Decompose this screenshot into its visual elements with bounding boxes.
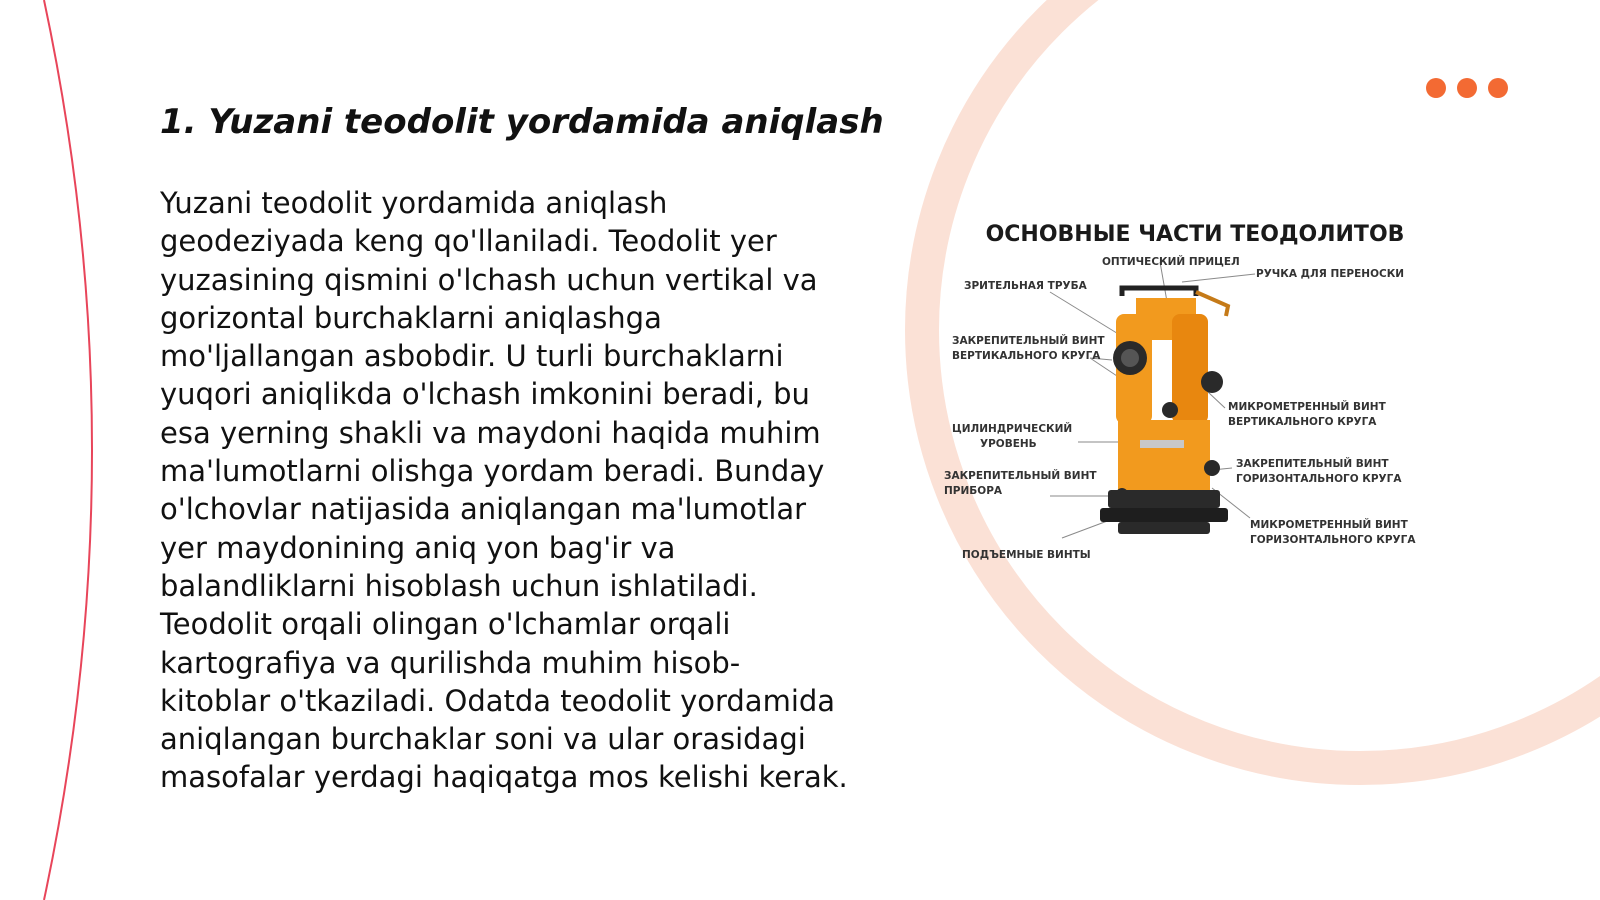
figure-title: ОСНОВНЫЕ ЧАСТИ ТЕОДОЛИТОВ (985, 222, 1405, 247)
theodolite-body (1100, 288, 1228, 534)
theodolite-figure (944, 210, 1440, 580)
label-horiz-micro-line1: МИКРОМЕТРЕННЫЙ ВИНТ (1250, 519, 1408, 531)
slide-body-text: Yuzani teodolit yordamida aniqlash geodeziyada keng qo'llaniladi. Teodolit yer yuzasining qismini o'lchash uchun vertikal va gorizontal burchaklarni aniqlashga mo'ljallangan asbobdir. U turli burchaklarni yuqori aniqlikda o'lchash imkonini beradi, bu esa yerning shakli va maydoni haqida muhim ma'lumotlarni olishga yordam beradi. Bunday o'lchovlar natijasida aniqlangan ma'lumotlar yer maydonining aniq yon bag'ir va balandliklarni hisoblash uchun ishlatiladi. Teodolit orqali olingan o'lchamlar orqali kartografiya va qurilishda muhim hisob-kitoblar o'tkaziladi. Odatda teodolit yordamida aniqlangan burchaklar soni va ular orasidagi masofalar yerdagi haqiqatga mos kelishi kerak. (160, 186, 848, 795)
label-lift-screws: ПОДЪЕМНЫЕ ВИНТЫ (962, 549, 1091, 561)
label-optical-sight: ОПТИЧЕСКИЙ ПРИЦЕЛ (1102, 256, 1240, 268)
slide-title: 1. Yuzani teodolit yordamida aniqlash (160, 102, 884, 142)
menu-dots-icon (1426, 78, 1508, 98)
label-vert-lock-line1: ЗАКРЕПИТЕЛЬНЫЙ ВИНТ (952, 335, 1105, 347)
dot-icon (1426, 78, 1446, 98)
label-horiz-lock-line2: ГОРИЗОНТАЛЬНОГО КРУГА (1236, 473, 1402, 485)
dot-icon (1457, 78, 1477, 98)
label-vert-micro-line1: МИКРОМЕТРЕННЫЙ ВИНТ (1228, 401, 1386, 413)
label-vert-lock-line2: ВЕРТИКАЛЬНОГО КРУГА (952, 350, 1101, 362)
label-horiz-micro-line2: ГОРИЗОНТАЛЬНОГО КРУГА (1250, 534, 1416, 546)
label-handle: РУЧКА ДЛЯ ПЕРЕНОСКИ (1256, 268, 1405, 280)
label-horiz-lock-line1: ЗАКРЕПИТЕЛЬНЫЙ ВИНТ (1236, 458, 1389, 470)
dot-icon (1488, 78, 1508, 98)
label-telescope: ЗРИТЕЛЬНАЯ ТРУБА (964, 280, 1087, 292)
label-device-lock-line2: ПРИБОРА (944, 485, 1003, 497)
label-cyl-level-line1: ЦИЛИНДРИЧЕСКИЙ (952, 423, 1073, 435)
left-edge-curve (44, 0, 92, 900)
label-device-lock-line1: ЗАКРЕПИТЕЛЬНЫЙ ВИНТ (944, 470, 1097, 482)
label-cyl-level-line2: УРОВЕНЬ (980, 438, 1037, 450)
label-vert-micro-line2: ВЕРТИКАЛЬНОГО КРУГА (1228, 416, 1377, 428)
